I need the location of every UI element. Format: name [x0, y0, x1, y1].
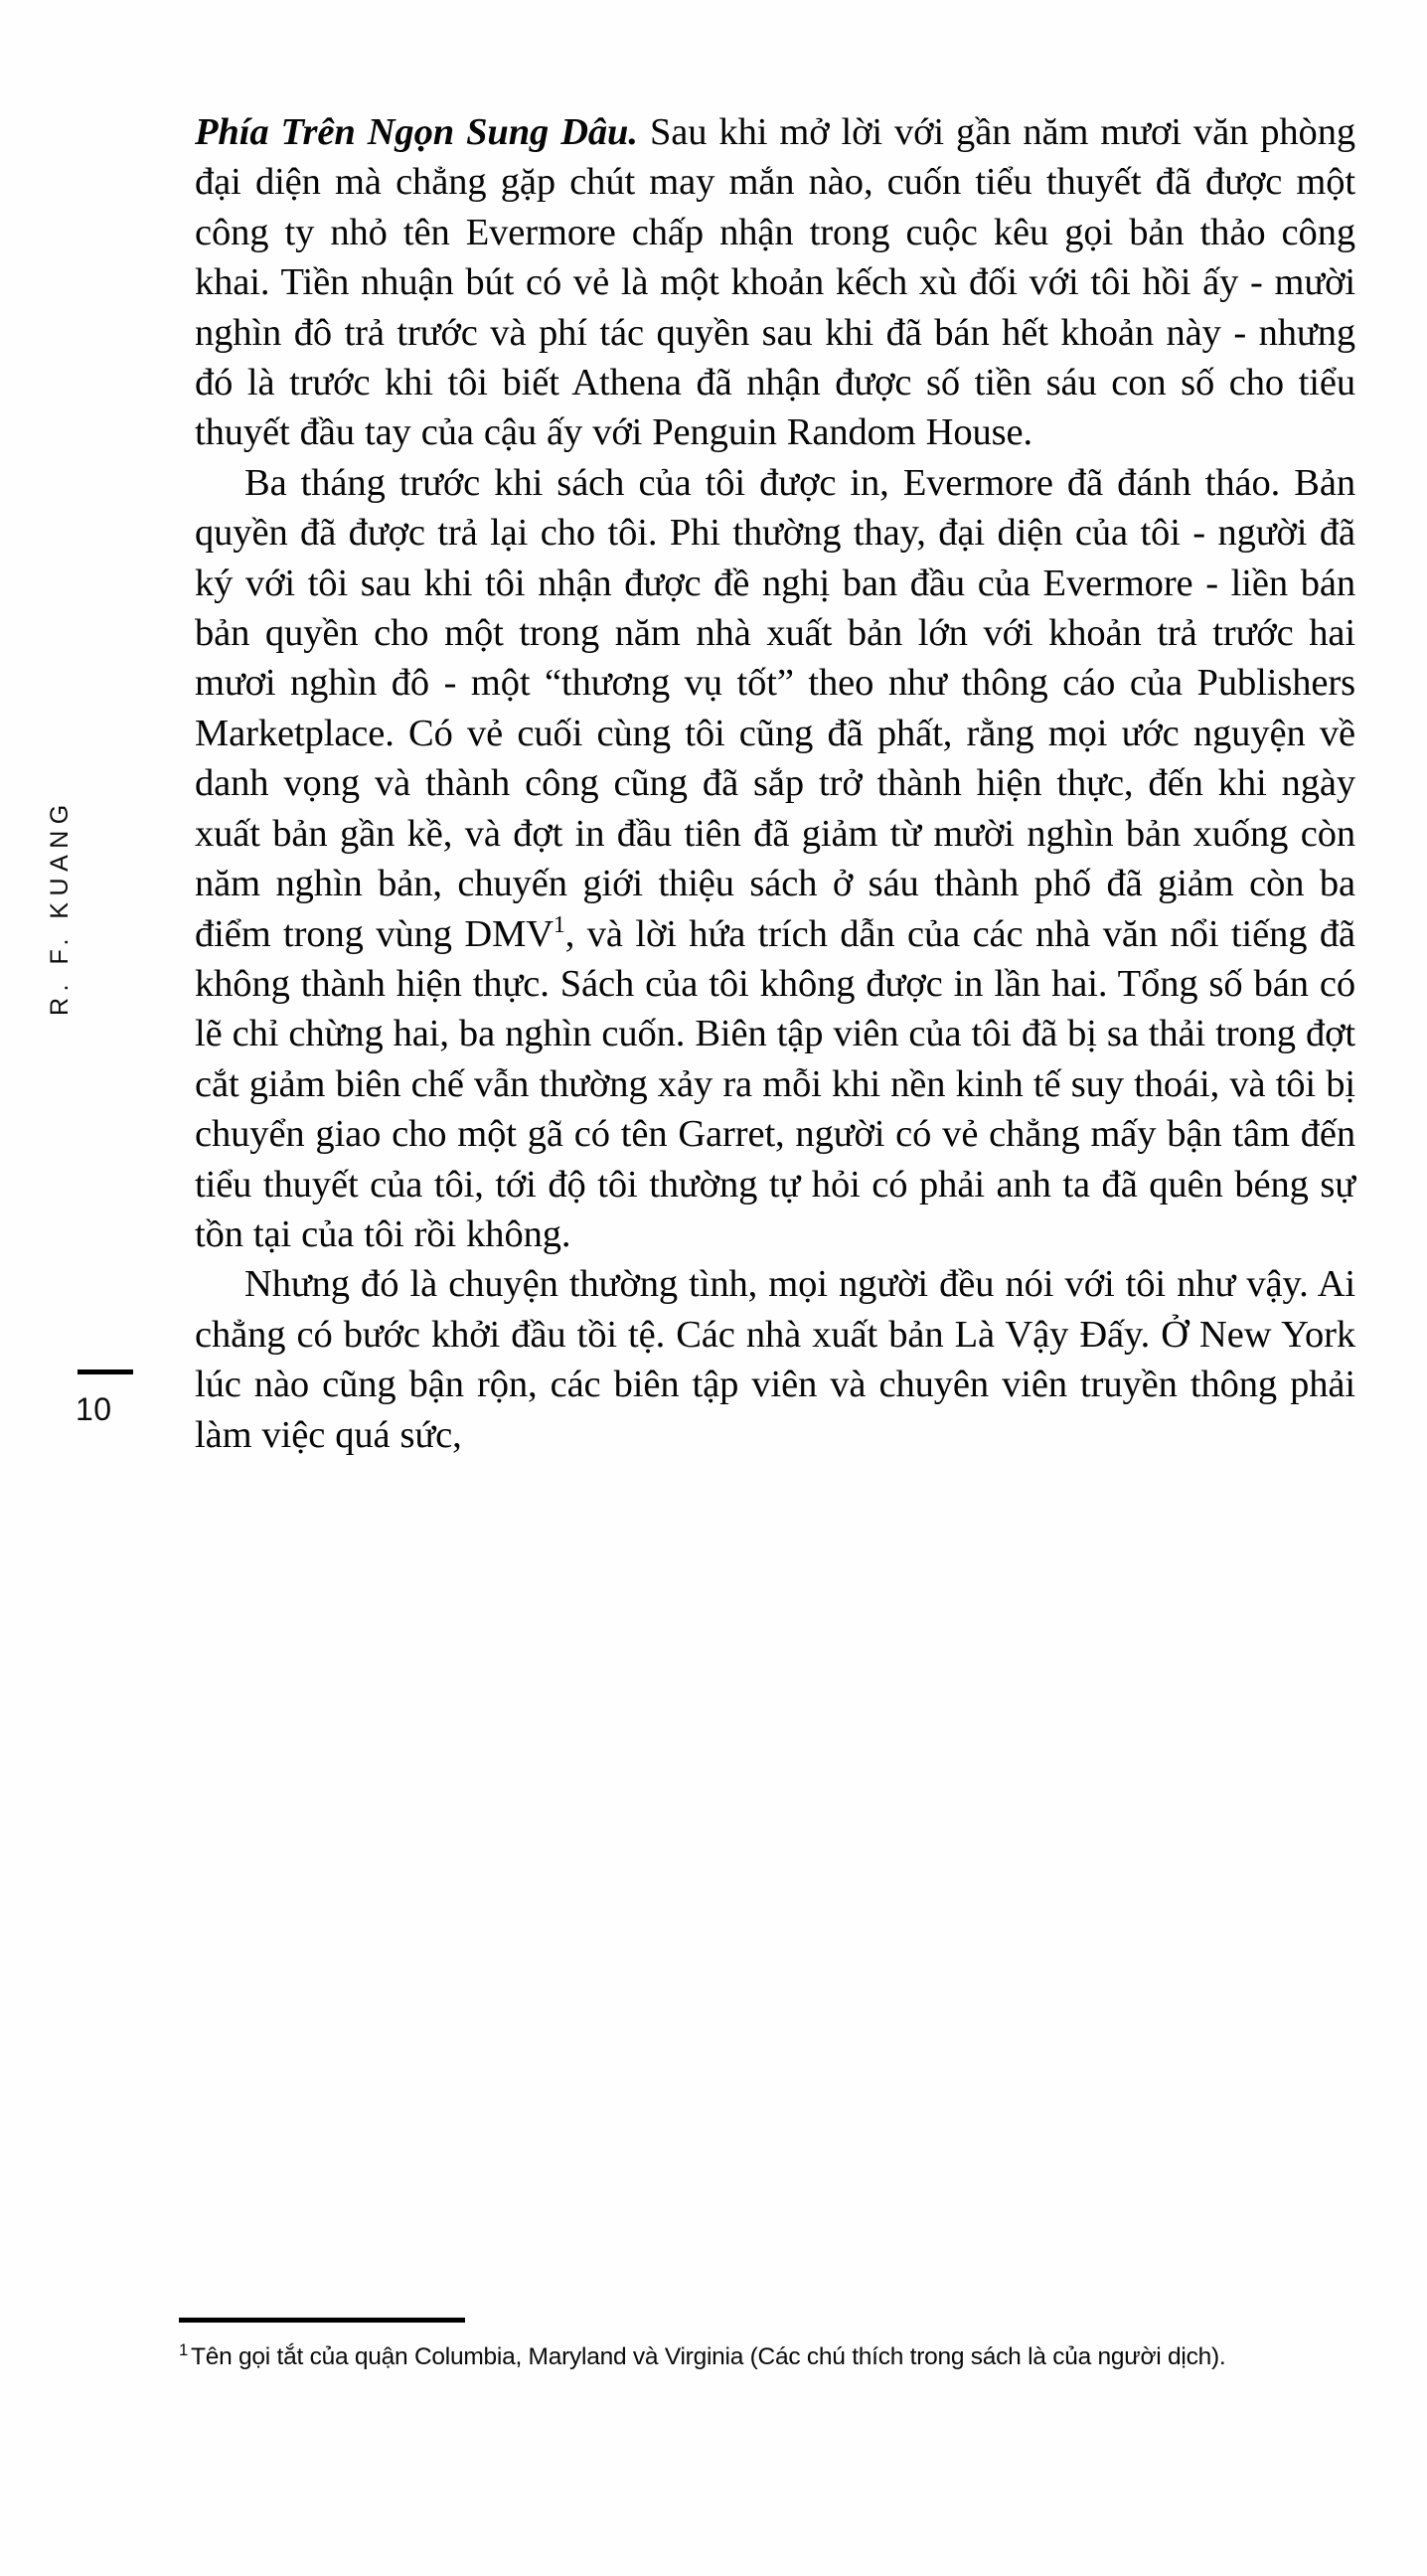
- paragraph-3-text: Nhưng đó là chuyện thường tình, mọi người đều nói với tôi như vậy. Ai chẳng có bước khởi đầu tồi tệ. Các nhà xuất bản Là Vậy Đấy. Ở New York lúc nào cũng bận rộn, các biên tập viên và chuyên viên truyền thông phải làm việc quá sức,: [195, 1263, 1355, 1456]
- footnote-block: [179, 2318, 1361, 2375]
- paragraph-1: [195, 107, 1355, 458]
- paragraph-3: [195, 1259, 1355, 1460]
- book-title-italic: Phía Trên Ngọn Sung Dâu.: [195, 111, 638, 153]
- footnote-number-marker: 1: [179, 2339, 189, 2359]
- body-text-column: [195, 107, 1355, 1460]
- page-margin-left: [0, 0, 199, 2576]
- paragraph-2-text-after-footnote: , và lời hứa trích dẫn của các nhà văn nổi tiếng đã không thành hiện thực. Sách của tôi không được in lần hai. Tổng số bán có lẽ chỉ chừng hai, ba nghìn cuốn. Biên tập viên của tôi đã bị sa thải trong đợt cắt giảm biên chế vẫn thường xảy ra mỗi khi nền kinh tế suy thoái, và tôi bị chuyển giao cho một gã có tên Garret, người có vẻ chẳng mấy bận tâm đến tiểu thuyết của tôi, tới độ tôi thường tự hỏi có phải anh ta đã quên béng sự tồn tại của tôi rồi không.: [195, 912, 1355, 1255]
- footnote-separator-rule: [179, 2318, 465, 2323]
- footnote-body: Tên gọi tắt của quận Columbia, Maryland và Virginia (Các chú thích trong sách là của người dịch).: [191, 2343, 1226, 2370]
- paragraph-1-text: Sau khi mở lời với gần năm mươi văn phòng đại diện mà chẳng gặp chút may mắn nào, cuốn tiểu thuyết đã được một công ty nhỏ tên Evermore chấp nhận trong cuộc kêu gọi bản thảo công khai. Tiền nhuận bút có vẻ là một khoản kếch xù đối với tôi hồi ấy - mười nghìn đô trả trước và phí tác quyền sau khi đã bán hết khoản này - nhưng đó là trước khi tôi biết Athena đã nhận được số tiền sáu con số cho tiểu thuyết đầu tay của cậu ấy với Penguin Random House.: [195, 111, 1355, 454]
- footnote-text: [179, 2338, 1361, 2375]
- paragraph-2-text-before-footnote: Ba tháng trước khi sách của tôi được in, Evermore đã đánh tháo. Bản quyền đã được trả lại cho tôi. Phi thường thay, đại diện của tôi - người đã ký với tôi sau khi tôi nhận được đề nghị ban đầu của Evermore - liền bán bản quyền cho một trong năm nhà xuất bản lớn với khoản trả trước hai mươi nghìn đô - một “thương vụ tốt” theo như thông cáo của Publishers Marketplace. Có vẻ cuối cùng tôi cũng đã phất, rằng mọi ước nguyện về danh vọng và thành công cũng đã sắp trở thành hiện thực, đến khi ngày xuất bản gần kề, và đợt in đầu tiên đã giảm từ mười nghìn bản xuống còn năm nghìn bản, chuyến giới thiệu sách ở sáu thành phố đã giảm còn ba điểm trong vùng DMV: [195, 461, 1355, 955]
- paragraph-2: [195, 458, 1355, 1260]
- page-number: 10: [76, 1391, 112, 1427]
- margin-divider-rule: [78, 1369, 133, 1374]
- footnote-reference-marker[interactable]: 1: [553, 911, 565, 938]
- running-head-author: R. F. KUANG: [46, 798, 74, 1016]
